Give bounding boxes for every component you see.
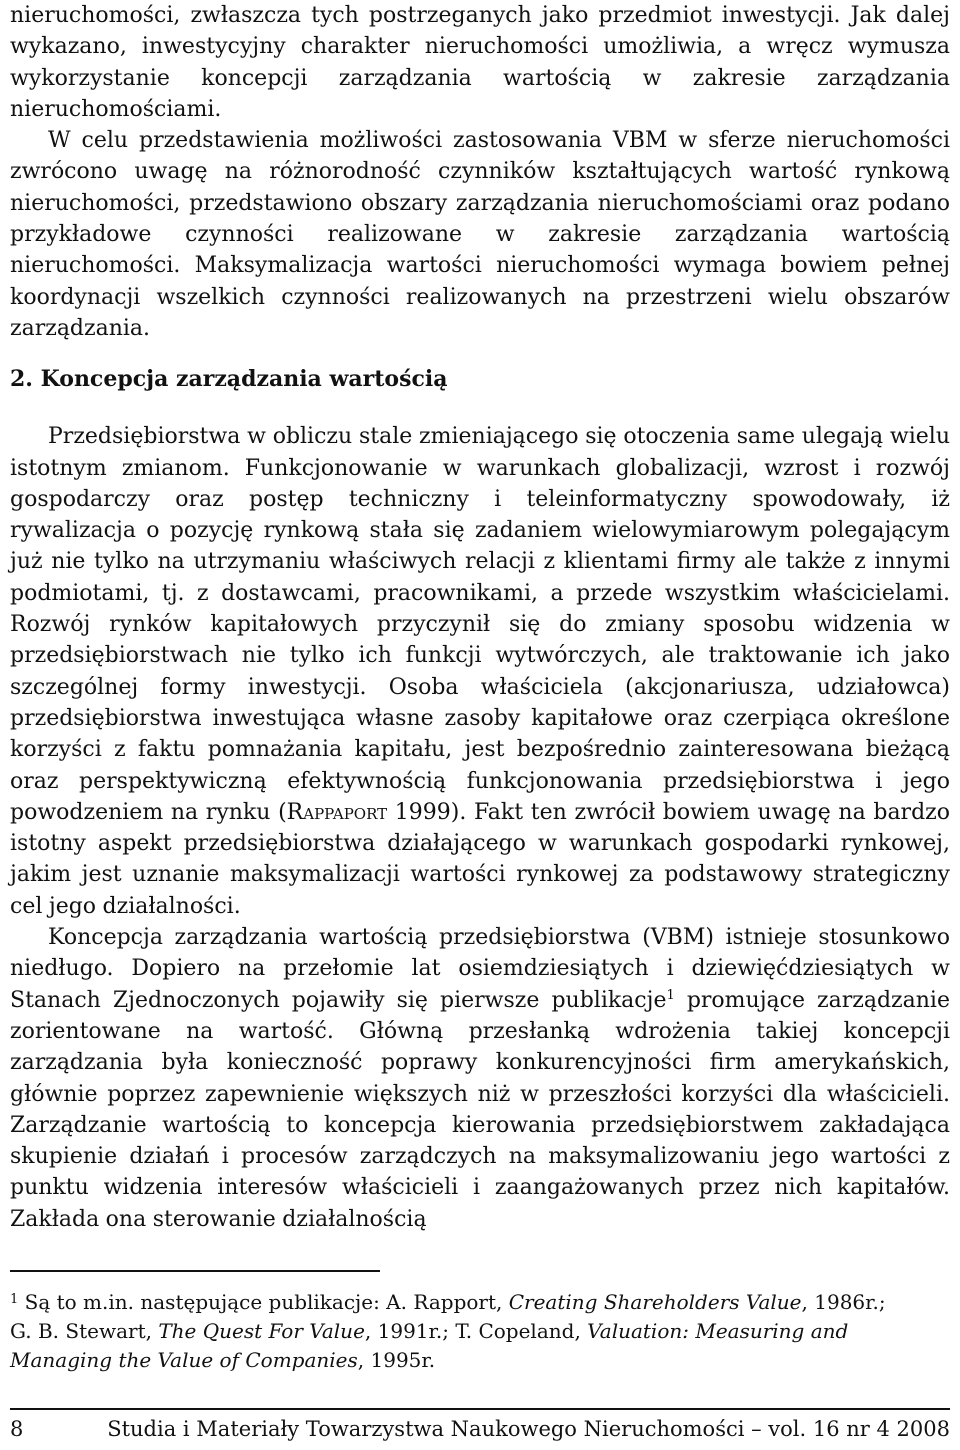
footnote-title-1: Creating Shareholders Value	[508, 1290, 802, 1314]
paragraph-1-text: nieruchomości, zwłaszcza tych postrzeganych jako przedmiot inwestycji. Jak dalej wykazano, inwestycyjny charakter nieruchomości umożliwia, a wręcz wymusza wykorzystanie koncepcji zarządzania wartością w zakresie zarządzania nieruchomościami.	[10, 3, 950, 122]
footnote-text-4: , 1995r.	[357, 1348, 436, 1372]
footnote-text-1: Są to m.in. następujące publikacje: A. Rapport,	[18, 1290, 509, 1314]
paragraph-3-text-b: 1999). Fakt ten zwrócił bowiem uwagę na bardzo istotny aspekt przedsiębiorstwa działającego w warunkach gospodarki rynkowej, jakim jest uznanie maksymalizacji wartości rynkowej za podstawowy strategiczny cel jego działalności.	[10, 799, 950, 919]
footnote-title-2: The Quest For Value	[158, 1319, 365, 1343]
footnote-text-2: , 1986r.; G. B. Stewart,	[10, 1290, 886, 1343]
footnote	[10, 1288, 910, 1375]
paragraph-2	[10, 125, 950, 344]
footnote-mark: 1	[10, 1292, 19, 1307]
paragraph-1	[10, 0, 950, 125]
section-heading: 2. Koncepcja zarządzania wartością	[10, 366, 448, 393]
footer-separator	[10, 1408, 950, 1410]
paragraph-4-text-a: Koncepcja zarządzania wartością przedsiębiorstwa (VBM) istnieje stosunkowo niedługo. Dopiero na przełomie lat osiemdziesiątych i dziewięćdziesiątych w Stanach Zjednoczonych pojawiły się pierwsze publikacje	[10, 925, 950, 1013]
citation-author: Rappaport	[286, 799, 388, 825]
paragraph-3	[10, 421, 950, 922]
journal-title: Studia i Materiały Towarzystwa Naukowego Nieruchomości – vol. 16 nr 4 2008	[107, 1417, 950, 1441]
footnote-title-3: Valuation: Measuring and Managing the Value of Companies	[10, 1319, 849, 1372]
paragraph-4	[10, 922, 950, 1235]
paragraph-3-text-a: Przedsiębiorstwa w obliczu stale zmieniającego się otoczenia same ulegają wielu istotnym zmianom. Funkcjonowanie w warunkach globalizacji, wzrost i rozwój gospodarczy oraz postęp techniczny i teleinformatyczny spowodowały, iż rywalizacja o pozycję rynkową stała się zadaniem wielowymiarowym polegającym już nie tylko na utrzymaniu właściwych relacji z klientami firmy ale także z innymi podmiotami, tj. z dostawcami, pracownikami, a przede wszystkim właścicielami. Rozwój rynków kapitałowych przyczynił się do zmiany sposobu widzenia w przedsiębiorstwach nie tylko ich funkcji wytwórczych, ale traktowanie ich jako szczególnej formy inwestycji. Osoba właściciela (akcjonariusza, udziałowca) przedsiębiorstwa inwestująca własne zasoby kapitałowe oraz czerpiąca określone korzyści z faktu pomnażania kapitału, jest bezpośrednio zainteresowana bieżącą oraz perspektywiczną efektywnością funkcjonowania przedsiębiorstwa i jego powodzeniem na rynku (	[10, 424, 950, 825]
page-body	[10, 0, 950, 1235]
footnote-text-3: , 1991r.; T. Copeland,	[364, 1319, 588, 1343]
page-number: 8	[10, 1417, 24, 1441]
footnote-reference[interactable]: 1	[666, 987, 675, 1003]
paragraph-2-text: W celu przedstawienia możliwości zastosowania VBM w sferze nieruchomości zwrócono uwagę na różnorodność czynników kształtujących wartość rynkową nieruchomości, przedstawiono obszary zarządzania nieruchomościami oraz podano przykładowe czynności realizowane w zakresie zarządzania wartością nieruchomości. Maksymalizacja wartości nieruchomości wymaga bowiem pełnej koordynacji wszelkich czynności realizowanych na przestrzeni wielu obszarów zarządzania.	[10, 128, 950, 341]
paragraph-4-text-b: promujące zarządzanie zorientowane na wartość. Główną przesłanką wdrożenia takiej koncepcji zarządzania była konieczność poprawy konkurencyjności firm amerykańskich, głównie poprzez zapewnienie większych niż w przeszłości korzyści dla właścicieli. Zarządzanie wartością to koncepcja kierowania przedsiębiorstwem zakładająca skupienie działań i procesów zarządczych na maksymalizowaniu jego wartości z punktu widzenia interesów właścicieli i zaangażowanych przez nich kapitałów. Zakłada ona sterowanie działalnością	[10, 987, 950, 1232]
footnote-separator	[10, 1270, 380, 1272]
